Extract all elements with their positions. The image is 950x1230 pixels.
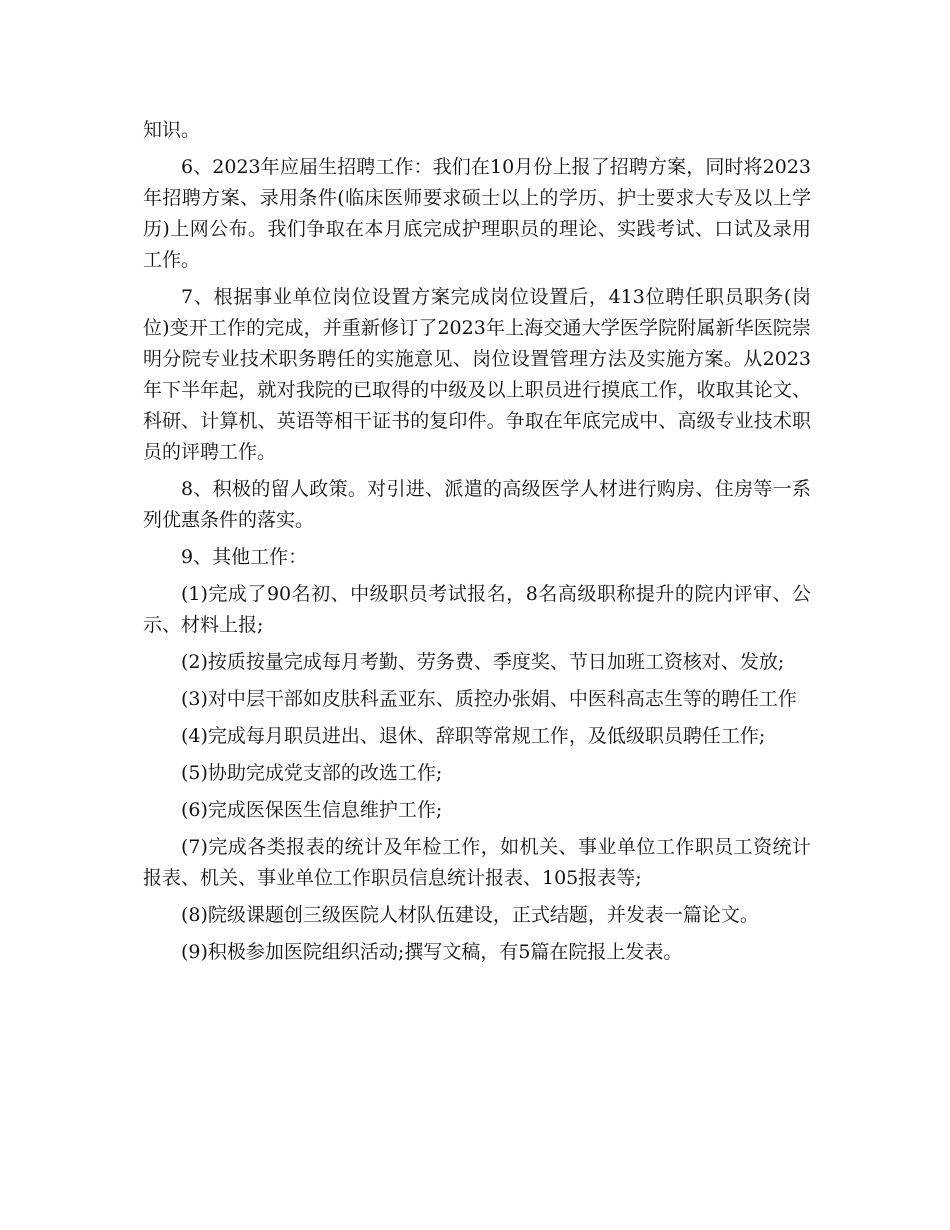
paragraph-subitem-2: (2)按质按量完成每月考勤、劳务费、季度奖、节日加班工资核对、发放; [181,651,785,673]
paragraph-item-7-post-setting: 7、根据事业单位岗位设置方案完成岗位设置后，413位聘任职员职务(岗位)变开工作的完成，并重新修订了2023年上海交通大学医学院附属新华医院崇明分院专业技术职务聘任的实施意见、岗位设置管理方法及实施方案。从2023年下半年起，就对我院的已取得的中级及以上职员进行摸底工作，收取其论文、科研、计算机、英语等相干证书的复印件。争取在年底完成中、高级专业技术职员的评聘工作。 [143,286,811,463]
paragraph-subitem-8: (8)院级课题创三级医院人材队伍建设，正式结题，并发表一篇论文。 [181,904,759,926]
paragraph-subitem-9: (9)积极参加医院组织活动;撰写文稿，有5篇在院报上发表。 [181,941,683,963]
paragraph-item-6-recruitment: 6、2023年应届生招聘工作：我们在10月份上报了招聘方案，同时将2023年招聘方案、录用条件(临床医师要求硕士以上的学历、护士要求大专及以上学历)上网公布。我们争取在本月底完成护理职员的理论、实践考试、口试及录用工作。 [143,156,811,271]
paragraph-subitem-6: (6)完成医保医生信息维护工作; [181,799,443,821]
paragraph-item-9-other-work: 9、其他工作： [181,546,308,568]
paragraph-continuation: 知识。 [143,119,201,141]
document-body [143,115,811,974]
paragraph-subitem-3: (3)对中层干部如皮肤科孟亚东、质控办张娟、中医科高志生等的聘任工作 [181,688,797,710]
paragraph-subitem-4: (4)完成每月职员进出、退休、辞职等常规工作，及低级职员聘任工作; [181,725,766,747]
paragraph-item-8-retention: 8、积极的留人政策。对引进、派遣的高级医学人材进行购房、住房等一系列优惠条件的落实。 [143,478,811,531]
paragraph-subitem-7: (7)完成各类报表的统计及年检工作，如机关、事业单位工作职员工资统计报表、机关、事业单位工作职员信息统计报表、105报表等; [143,836,811,889]
paragraph-subitem-1: (1)完成了90名初、中级职员考试报名，8名高级职称提升的院内评审、公示、材料上报; [143,583,811,636]
paragraph-subitem-5: (5)协助完成党支部的改选工作; [181,762,443,784]
